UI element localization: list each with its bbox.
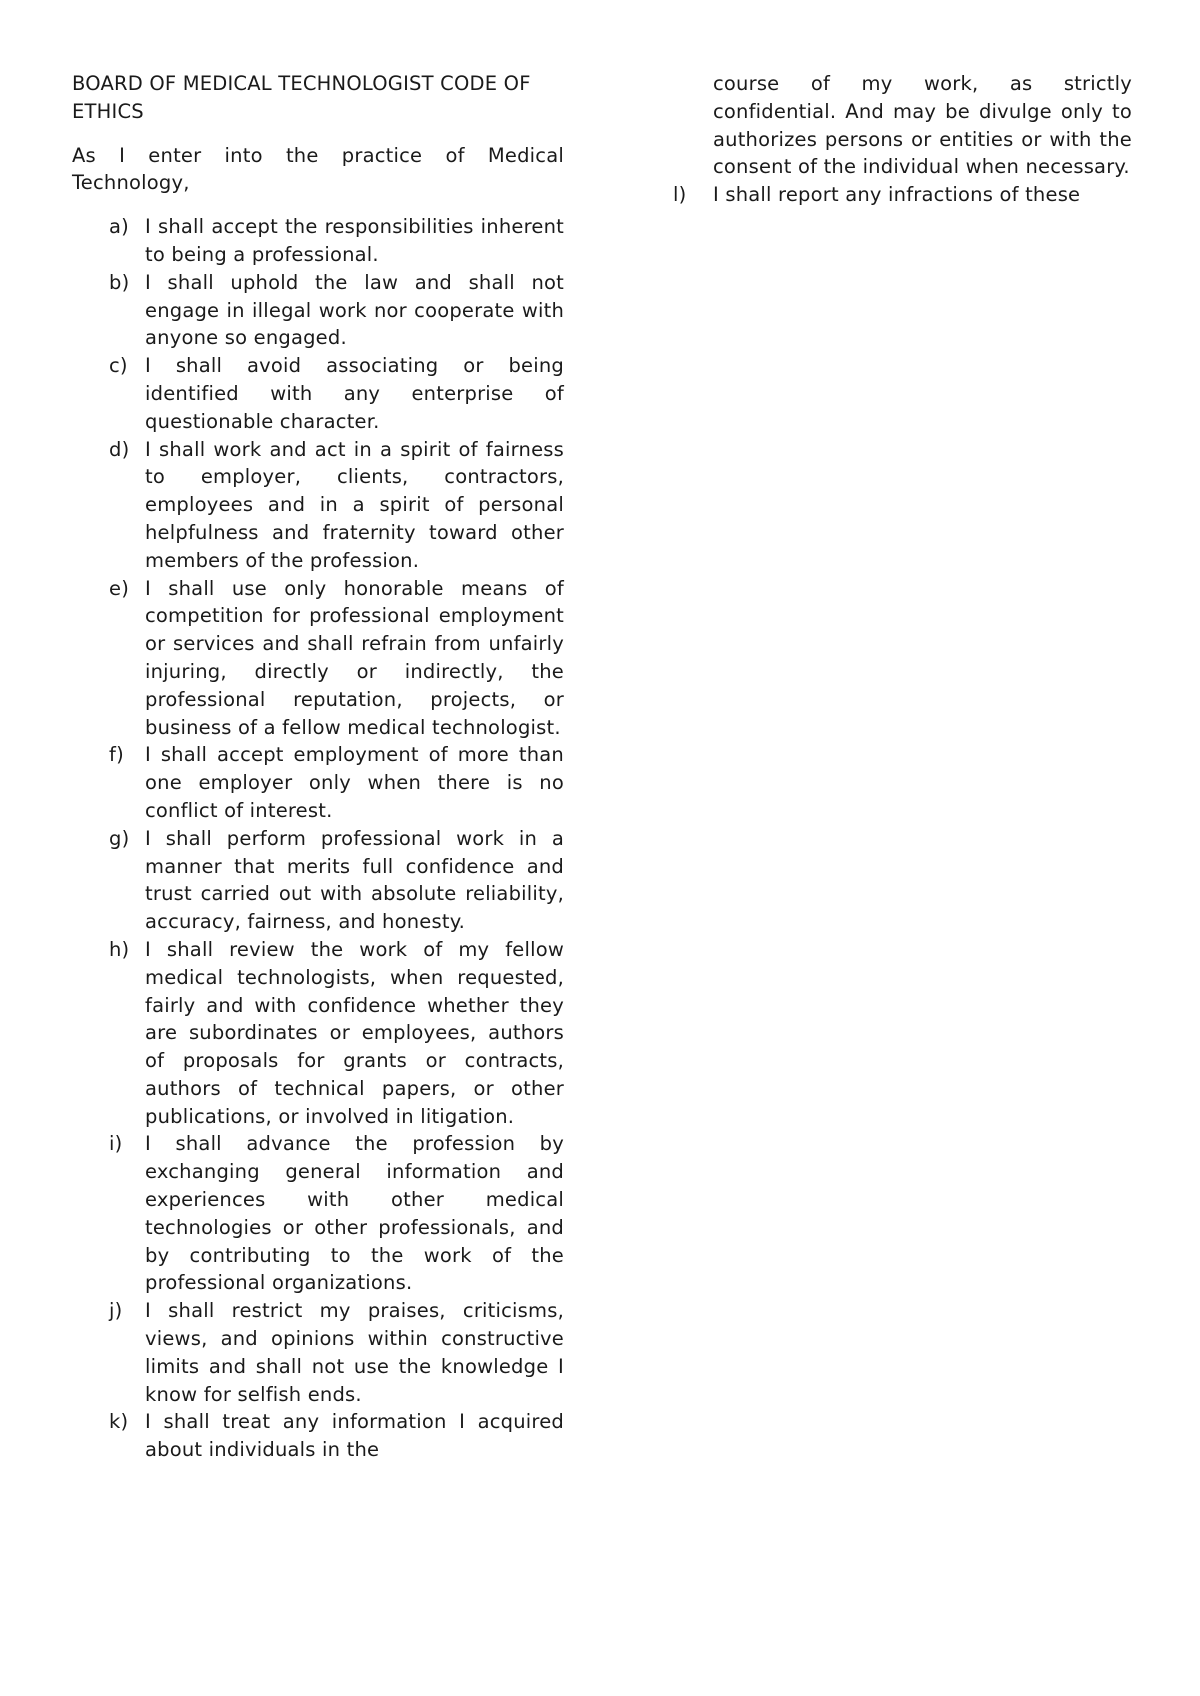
list-item <box>72 1130 564 1297</box>
list-item <box>72 741 564 824</box>
list-item <box>72 825 564 936</box>
list-marker: b) <box>109 270 130 294</box>
list-marker: f) <box>109 743 124 767</box>
list-marker: e) <box>109 576 130 600</box>
intro-paragraph: As I enter into the practice of Medical Technology, <box>72 143 564 195</box>
list-item <box>72 1408 564 1464</box>
list-item <box>72 436 564 575</box>
right-column <box>640 70 1132 209</box>
list-marker: i) <box>109 1132 123 1156</box>
ethics-list <box>72 213 564 1464</box>
list-item-text: I shall advance the profession by exchanging general information and experiences with other medical technologies or other professionals, and by contributing to the work of the professional organizations. <box>145 1132 564 1295</box>
document-title: BOARD OF MEDICAL TECHNOLOGIST CODE OF ETHICS <box>72 72 531 123</box>
list-item-text: I shall use only honorable means of competition for professional employment or services and shall refrain from unfairly injuring, directly or indirectly, the professional reputation, projects, or business of a fellow medical technologist. <box>145 576 564 739</box>
list-item-text: I shall work and act in a spirit of fairness to employer, clients, contractors, employees and in a spirit of personal helpfulness and fraternity toward other members of the profession. <box>145 437 564 572</box>
list-item-text: I shall uphold the law and shall not engage in illegal work nor cooperate with anyone so engaged. <box>145 270 564 350</box>
list-item-text: I shall accept the responsibilities inherent to being a professional. <box>145 215 564 266</box>
list-marker: h) <box>109 937 130 961</box>
list-item-text: I shall restrict my praises, criticisms, views, and opinions within constructive limits and shall not use the knowledge I know for selfish ends. <box>145 1299 564 1406</box>
list-marker: a) <box>109 215 129 239</box>
list-marker: c) <box>109 354 128 378</box>
list-item-text: I shall perform professional work in a manner that merits full confidence and trust carried out with absolute reliability, accuracy, fairness, and honesty. <box>145 826 564 934</box>
list-marker: l) <box>673 183 687 207</box>
list-item-text: I shall treat any information I acquired about individuals in the <box>145 1410 564 1462</box>
list-item <box>72 1297 564 1408</box>
list-item <box>640 181 1132 209</box>
list-marker: g) <box>109 826 130 850</box>
list-item <box>72 213 564 269</box>
list-item-text: I shall accept employment of more than one employer only when there is no conflict of interest. <box>145 743 564 822</box>
left-column <box>72 70 564 1464</box>
list-item-text: I shall review the work of my fellow medical technologists, when requested, fairly and with confidence whether they are subordinates or employees, authors of proposals for grants or contracts, authors of technical papers, or other publications, or involved in litigation. <box>145 937 564 1128</box>
list-marker: j) <box>109 1299 123 1323</box>
list-item <box>72 936 564 1131</box>
list-item-text: I shall report any infractions of these <box>713 183 1081 207</box>
list-item <box>72 269 564 352</box>
list-item <box>72 575 564 742</box>
list-item <box>72 352 564 435</box>
list-marker: d) <box>109 437 130 461</box>
list-marker: k) <box>109 1410 129 1434</box>
list-item-text: I shall avoid associating or being identified with any enterprise of questionable character. <box>145 354 564 433</box>
item-k-continuation: course of my work, as strictly confidential. And may be divulge only to authorizes persons or entities or with the consent of the individual when necessary. <box>713 72 1132 179</box>
ethics-list-continued <box>640 181 1132 209</box>
